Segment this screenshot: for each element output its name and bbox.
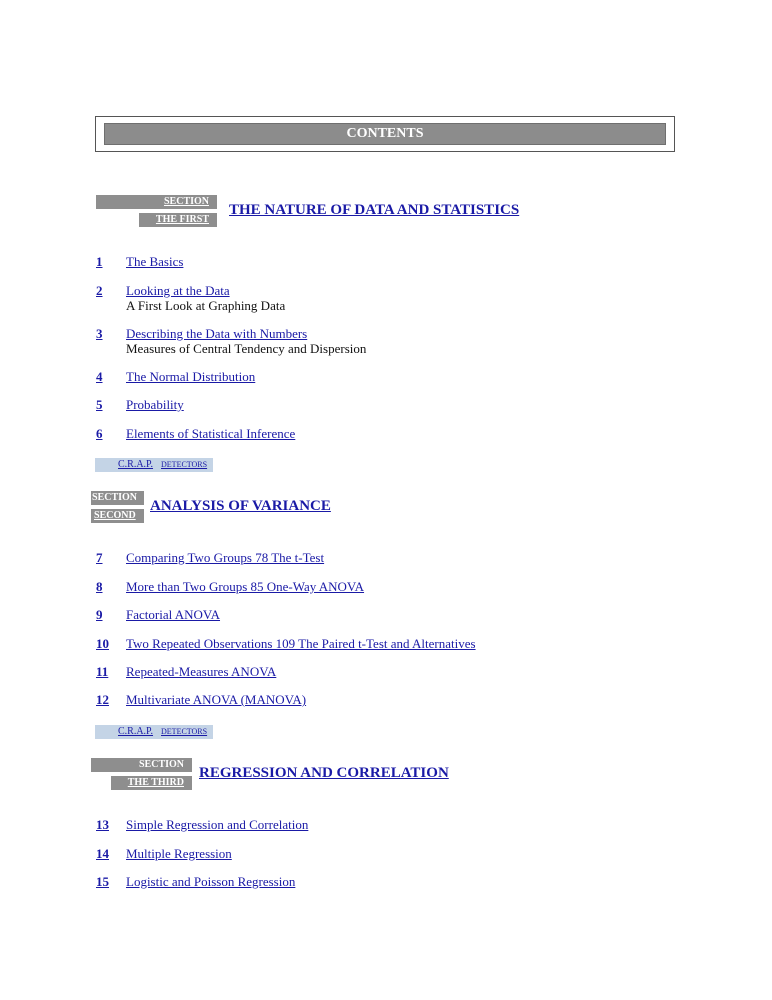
section-first-ordinal: THE FIRST: [139, 213, 217, 227]
chapter-title-link[interactable]: The Normal Distribution: [126, 369, 256, 384]
chapter-title-link[interactable]: Repeated-Measures ANOVA: [126, 664, 277, 679]
chapter-title-link[interactable]: Comparing Two Groups 78 The t-Test: [126, 550, 325, 565]
contents-header: CONTENTS: [104, 123, 666, 145]
chapter-title-link[interactable]: Multiple Regression: [126, 846, 232, 861]
crap-sublabel: DETECTORS: [161, 460, 208, 469]
chapter-title-link[interactable]: Two Repeated Observations 109 The Paired t-Test and Alternatives: [126, 636, 476, 651]
chapter-title-link[interactable]: Factorial ANOVA: [126, 607, 221, 622]
chapter-number-link[interactable]: 6: [96, 426, 103, 441]
chapter-title-link[interactable]: More than Two Groups 85 One-Way ANOVA: [126, 579, 365, 594]
chapter-number-link[interactable]: 2: [96, 283, 103, 298]
chapter-title-link[interactable]: Probability: [126, 397, 184, 412]
chapter-number-link[interactable]: 11: [96, 664, 109, 679]
chapter-number-link[interactable]: 7: [96, 550, 103, 565]
crap-detectors-link-1[interactable]: [95, 458, 213, 472]
chapter-title-link[interactable]: Elements of Statistical Inference: [126, 426, 296, 441]
chapter-title-link[interactable]: Describing the Data with Numbers: [126, 326, 308, 341]
chapter-number-link[interactable]: 1: [96, 254, 103, 269]
section-third-header: [91, 758, 451, 792]
section-first-label: SECTION: [96, 195, 217, 209]
chapter-subtitle: A First Look at Graphing Data: [126, 298, 286, 313]
section-second-ordinal: SECOND: [91, 509, 144, 523]
chapter-number-link[interactable]: 9: [96, 607, 103, 622]
chapter-number-link[interactable]: 14: [96, 846, 109, 861]
chapter-number-link[interactable]: 3: [96, 326, 103, 341]
chapter-number-link[interactable]: 13: [96, 817, 109, 832]
section-third-title-link[interactable]: REGRESSION AND CORRELATION: [199, 765, 449, 781]
crap-detectors-link-2[interactable]: [95, 725, 213, 739]
section-second-title-link[interactable]: ANALYSIS OF VARIANCE: [150, 498, 331, 514]
chapter-number-link[interactable]: 5: [96, 397, 103, 412]
contents-header-frame: [95, 116, 675, 152]
section-third-ordinal: THE THIRD: [111, 776, 192, 790]
chapter-number-link[interactable]: 12: [96, 692, 109, 707]
chapter-number-link[interactable]: 8: [96, 579, 103, 594]
section-first-header: [96, 195, 520, 229]
chapter-title-link[interactable]: The Basics: [126, 254, 184, 269]
section-second-header: [91, 491, 411, 525]
crap-label: C.R.A.P.: [118, 459, 154, 470]
crap-sublabel: DETECTORS: [161, 727, 208, 736]
chapter-title-link[interactable]: Logistic and Poisson Regression: [126, 874, 296, 889]
crap-label: C.R.A.P.: [118, 726, 154, 737]
chapter-number-link[interactable]: 15: [96, 874, 109, 889]
section-first-title-link[interactable]: THE NATURE OF DATA AND STATISTICS: [229, 202, 520, 218]
chapter-title-link[interactable]: Looking at the Data: [126, 283, 230, 298]
chapter-title-link[interactable]: Simple Regression and Correlation: [126, 817, 309, 832]
section-third-label: SECTION: [91, 758, 192, 772]
section-second-label: SECTION: [91, 491, 144, 505]
chapter-subtitle: Measures of Central Tendency and Dispersion: [126, 341, 367, 356]
chapter-title-link[interactable]: Multivariate ANOVA (MANOVA): [126, 692, 307, 707]
chapter-number-link[interactable]: 10: [96, 636, 109, 651]
chapter-number-link[interactable]: 4: [96, 369, 103, 384]
